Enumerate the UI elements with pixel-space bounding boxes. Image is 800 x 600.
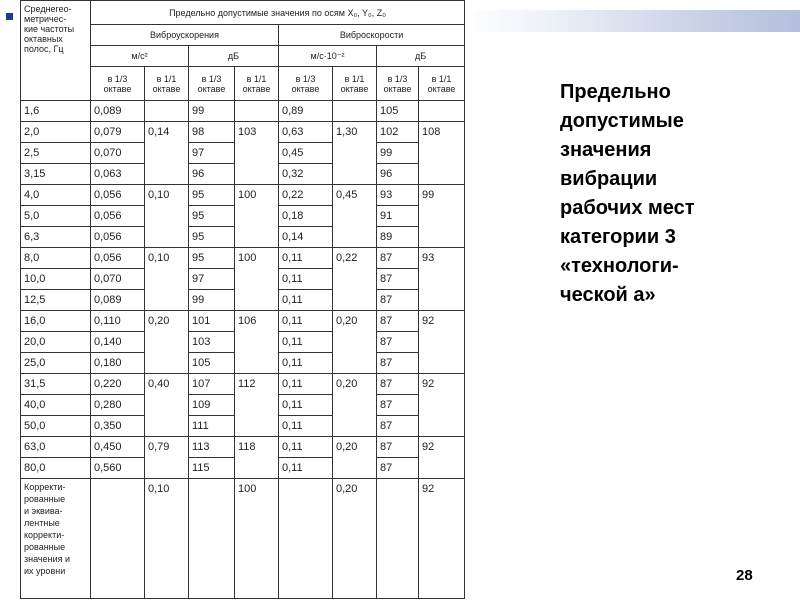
- frequency-cell: 40,0: [21, 395, 91, 416]
- velocity-db-third-octave-cell: 87: [377, 395, 419, 416]
- velocity-db-octave-cell: [419, 206, 465, 227]
- table-row: [21, 311, 465, 332]
- accel-db-octave-cell: 100: [235, 185, 279, 206]
- velocity-db-third-octave-cell: 102: [377, 122, 419, 143]
- table-row: [21, 269, 465, 290]
- velocity-octave-cell: [333, 227, 377, 248]
- table-row: [21, 227, 465, 248]
- accel-third-octave-cell: 0,056: [91, 248, 145, 269]
- table-row: [21, 395, 465, 416]
- unit-db-velocity: дБ: [377, 46, 465, 67]
- accel-db-octave-cell: [235, 290, 279, 311]
- accel-octave-cell: [145, 227, 189, 248]
- accel-third-octave-cell: 0,350: [91, 416, 145, 437]
- table-row: [21, 374, 465, 395]
- accel-octave-cell: [145, 353, 189, 374]
- velocity-octave-cell: 0,20: [333, 437, 377, 458]
- footer-label: Корректи- рованные и эквива- лентные корректи- рованные значения и их уровни: [21, 479, 91, 599]
- velocity-third-octave-cell: 0,11: [279, 290, 333, 311]
- velocity-db-octave-cell: [419, 416, 465, 437]
- frequency-cell: 3,15: [21, 164, 91, 185]
- frequency-cell: 80,0: [21, 458, 91, 479]
- accel-db-octave-cell: 106: [235, 311, 279, 332]
- accel-db-third-octave-cell: 95: [189, 248, 235, 269]
- accel-db-octave-cell: [235, 458, 279, 479]
- accel-db-octave-cell: [235, 332, 279, 353]
- velocity-octave-cell: 0,20: [333, 374, 377, 395]
- accel-db-third-octave-cell: 95: [189, 185, 235, 206]
- sub-header-third-octave: в 1/3 октаве: [189, 67, 235, 101]
- velocity-db-octave-cell: [419, 269, 465, 290]
- velocity-third-octave-cell: 0,11: [279, 269, 333, 290]
- accel-octave-cell: 0,79: [145, 437, 189, 458]
- accel-octave-cell: [145, 458, 189, 479]
- velocity-db-octave-cell: 92: [419, 311, 465, 332]
- accel-db-third-octave-cell: 101: [189, 311, 235, 332]
- frequency-cell: 20,0: [21, 332, 91, 353]
- velocity-octave-cell: [333, 395, 377, 416]
- velocity-octave-cell: [333, 164, 377, 185]
- accel-third-octave-cell: 0,056: [91, 185, 145, 206]
- sub-header-octave: в 1/1 октаве: [419, 67, 465, 101]
- frequency-cell: 16,0: [21, 311, 91, 332]
- accel-octave-cell: [145, 290, 189, 311]
- velocity-third-octave-cell: 0,11: [279, 374, 333, 395]
- norms-table: [20, 0, 465, 599]
- velocity-db-octave-cell: [419, 395, 465, 416]
- frequency-cell: 5,0: [21, 206, 91, 227]
- accel-third-octave-cell: 0,180: [91, 353, 145, 374]
- acceleration-group-header: Виброускорения: [91, 25, 279, 46]
- accel-db-octave-cell: [235, 101, 279, 122]
- velocity-octave-cell: 0,22: [333, 248, 377, 269]
- accel-third-octave-cell: 0,079: [91, 122, 145, 143]
- frequency-cell: 10,0: [21, 269, 91, 290]
- velocity-db-third-octave-cell: 93: [377, 185, 419, 206]
- table-row: [21, 101, 465, 122]
- velocity-octave-cell: [333, 416, 377, 437]
- velocity-group-header: Виброскорости: [279, 25, 465, 46]
- velocity-db-third-octave-cell: 87: [377, 248, 419, 269]
- table-row: [21, 143, 465, 164]
- velocity-db-octave-cell: [419, 164, 465, 185]
- velocity-third-octave-cell: 0,63: [279, 122, 333, 143]
- accel-third-octave-cell: 0,089: [91, 101, 145, 122]
- velocity-db-third-octave-cell: 96: [377, 164, 419, 185]
- frequency-column-header: Среднегео- метричес- кие частоты октавных полос, Гц: [21, 1, 91, 101]
- accel-db-octave-cell: [235, 395, 279, 416]
- velocity-octave-cell: 0,20: [333, 311, 377, 332]
- accel-db-third-octave-cell: 96: [189, 164, 235, 185]
- accel-db-octave-cell: [235, 416, 279, 437]
- accel-octave-cell: 0,10: [145, 479, 189, 599]
- velocity-db-octave-cell: 92: [419, 479, 465, 599]
- velocity-db-octave-cell: 92: [419, 437, 465, 458]
- main-header: Предельно допустимые значения по осям X₀, Y₀, Z₀: [91, 1, 465, 25]
- velocity-db-octave-cell: [419, 101, 465, 122]
- accel-db-octave-cell: [235, 353, 279, 374]
- velocity-db-third-octave-cell: 87: [377, 437, 419, 458]
- accel-third-octave-cell: 0,140: [91, 332, 145, 353]
- accel-db-octave-cell: [235, 143, 279, 164]
- table-row: [21, 248, 465, 269]
- frequency-cell: 31,5: [21, 374, 91, 395]
- accel-octave-cell: [145, 416, 189, 437]
- table-row: [21, 332, 465, 353]
- accel-db-octave-cell: 103: [235, 122, 279, 143]
- velocity-db-octave-cell: 92: [419, 374, 465, 395]
- velocity-octave-cell: [333, 332, 377, 353]
- velocity-octave-cell: [333, 353, 377, 374]
- frequency-cell: 8,0: [21, 248, 91, 269]
- velocity-third-octave-cell: 0,11: [279, 353, 333, 374]
- sub-header-octave: в 1/1 октаве: [333, 67, 377, 101]
- frequency-cell: 63,0: [21, 437, 91, 458]
- accel-db-octave-cell: 112: [235, 374, 279, 395]
- velocity-third-octave-cell: [279, 479, 333, 599]
- velocity-third-octave-cell: 0,89: [279, 101, 333, 122]
- accel-db-third-octave-cell: 99: [189, 101, 235, 122]
- frequency-cell: 2,0: [21, 122, 91, 143]
- accel-db-third-octave-cell: 107: [189, 374, 235, 395]
- velocity-db-third-octave-cell: 87: [377, 311, 419, 332]
- velocity-third-octave-cell: 0,11: [279, 458, 333, 479]
- sub-header-third-octave: в 1/3 октаве: [377, 67, 419, 101]
- page-number: 28: [736, 567, 753, 584]
- bullet-marker: [6, 13, 13, 20]
- accel-db-third-octave-cell: 95: [189, 227, 235, 248]
- accel-third-octave-cell: 0,070: [91, 269, 145, 290]
- accel-db-third-octave-cell: 97: [189, 143, 235, 164]
- frequency-cell: 50,0: [21, 416, 91, 437]
- velocity-octave-cell: [333, 206, 377, 227]
- accel-db-third-octave-cell: 95: [189, 206, 235, 227]
- accel-db-octave-cell: 100: [235, 248, 279, 269]
- accel-octave-cell: 0,14: [145, 122, 189, 143]
- velocity-db-octave-cell: [419, 227, 465, 248]
- sub-header-third-octave: в 1/3 октаве: [91, 67, 145, 101]
- velocity-db-octave-cell: [419, 353, 465, 374]
- velocity-octave-cell: 1,30: [333, 122, 377, 143]
- velocity-db-octave-cell: [419, 458, 465, 479]
- accel-octave-cell: [145, 143, 189, 164]
- velocity-db-third-octave-cell: 89: [377, 227, 419, 248]
- accel-octave-cell: 0,20: [145, 311, 189, 332]
- accel-octave-cell: [145, 164, 189, 185]
- table-row: [21, 416, 465, 437]
- velocity-octave-cell: 0,20: [333, 479, 377, 599]
- velocity-db-third-octave-cell: 87: [377, 290, 419, 311]
- accel-octave-cell: 0,40: [145, 374, 189, 395]
- accel-octave-cell: [145, 332, 189, 353]
- frequency-cell: 6,3: [21, 227, 91, 248]
- accel-third-octave-cell: 0,450: [91, 437, 145, 458]
- unit-acceleration: м/с²: [91, 46, 189, 67]
- accel-db-third-octave-cell: 97: [189, 269, 235, 290]
- accel-octave-cell: [145, 269, 189, 290]
- unit-velocity: м/с·10⁻²: [279, 46, 377, 67]
- accel-db-third-octave-cell: 115: [189, 458, 235, 479]
- velocity-db-octave-cell: 108: [419, 122, 465, 143]
- frequency-cell: 1,6: [21, 101, 91, 122]
- velocity-db-third-octave-cell: [377, 479, 419, 599]
- frequency-cell: 12,5: [21, 290, 91, 311]
- accel-db-third-octave-cell: 98: [189, 122, 235, 143]
- sub-header-octave: в 1/1 октаве: [145, 67, 189, 101]
- velocity-third-octave-cell: 0,11: [279, 311, 333, 332]
- accel-db-third-octave-cell: 113: [189, 437, 235, 458]
- velocity-third-octave-cell: 0,11: [279, 416, 333, 437]
- velocity-third-octave-cell: 0,11: [279, 395, 333, 416]
- accel-octave-cell: [145, 395, 189, 416]
- accel-third-octave-cell: 0,056: [91, 206, 145, 227]
- velocity-db-octave-cell: [419, 332, 465, 353]
- velocity-db-third-octave-cell: 105: [377, 101, 419, 122]
- accel-db-third-octave-cell: [189, 479, 235, 599]
- velocity-db-octave-cell: 99: [419, 185, 465, 206]
- accel-third-octave-cell: 0,063: [91, 164, 145, 185]
- accel-db-third-octave-cell: 105: [189, 353, 235, 374]
- frequency-cell: 4,0: [21, 185, 91, 206]
- velocity-db-third-octave-cell: 91: [377, 206, 419, 227]
- accel-octave-cell: [145, 206, 189, 227]
- table-row: [21, 164, 465, 185]
- velocity-third-octave-cell: 0,45: [279, 143, 333, 164]
- accel-third-octave-cell: 0,220: [91, 374, 145, 395]
- accel-db-octave-cell: 100: [235, 479, 279, 599]
- frequency-cell: 2,5: [21, 143, 91, 164]
- accel-db-octave-cell: [235, 206, 279, 227]
- sub-header-third-octave: в 1/3 октаве: [279, 67, 333, 101]
- velocity-third-octave-cell: 0,22: [279, 185, 333, 206]
- table-row: [21, 185, 465, 206]
- velocity-db-third-octave-cell: 87: [377, 332, 419, 353]
- velocity-db-third-octave-cell: 99: [377, 143, 419, 164]
- accel-third-octave-cell: 0,089: [91, 290, 145, 311]
- accel-db-third-octave-cell: 103: [189, 332, 235, 353]
- accel-third-octave-cell: 0,110: [91, 311, 145, 332]
- accel-octave-cell: 0,10: [145, 248, 189, 269]
- velocity-db-octave-cell: [419, 143, 465, 164]
- table-row: [21, 122, 465, 143]
- norms-table-image: [20, 0, 464, 600]
- velocity-db-third-octave-cell: 87: [377, 353, 419, 374]
- table-row: [21, 353, 465, 374]
- accel-db-octave-cell: [235, 269, 279, 290]
- unit-db-acceleration: дБ: [189, 46, 279, 67]
- velocity-octave-cell: [333, 101, 377, 122]
- velocity-db-octave-cell: 93: [419, 248, 465, 269]
- frequency-cell: 25,0: [21, 353, 91, 374]
- velocity-third-octave-cell: 0,11: [279, 248, 333, 269]
- velocity-db-octave-cell: [419, 290, 465, 311]
- accel-third-octave-cell: 0,560: [91, 458, 145, 479]
- accel-db-third-octave-cell: 111: [189, 416, 235, 437]
- accel-db-octave-cell: [235, 227, 279, 248]
- velocity-db-third-octave-cell: 87: [377, 269, 419, 290]
- slide-title: Предельно допустимые значения вибрации рабочих мест категории 3 «технологи- ческой а»: [560, 81, 695, 306]
- accel-db-third-octave-cell: 109: [189, 395, 235, 416]
- accel-db-octave-cell: [235, 164, 279, 185]
- velocity-octave-cell: 0,45: [333, 185, 377, 206]
- accel-third-octave-cell: 0,070: [91, 143, 145, 164]
- velocity-octave-cell: [333, 458, 377, 479]
- velocity-db-third-octave-cell: 87: [377, 416, 419, 437]
- accel-third-octave-cell: [91, 479, 145, 599]
- accel-octave-cell: 0,10: [145, 185, 189, 206]
- velocity-third-octave-cell: 0,11: [279, 437, 333, 458]
- table-row: [21, 206, 465, 227]
- header-decor-bar: [464, 10, 800, 32]
- velocity-third-octave-cell: 0,11: [279, 332, 333, 353]
- velocity-db-third-octave-cell: 87: [377, 374, 419, 395]
- accel-octave-cell: [145, 101, 189, 122]
- accel-db-third-octave-cell: 99: [189, 290, 235, 311]
- table-row: [21, 437, 465, 458]
- velocity-octave-cell: [333, 143, 377, 164]
- velocity-third-octave-cell: 0,14: [279, 227, 333, 248]
- velocity-third-octave-cell: 0,32: [279, 164, 333, 185]
- sub-header-octave: в 1/1 октаве: [235, 67, 279, 101]
- table-footer-row: [21, 479, 465, 599]
- table-row: [21, 458, 465, 479]
- accel-third-octave-cell: 0,280: [91, 395, 145, 416]
- accel-third-octave-cell: 0,056: [91, 227, 145, 248]
- velocity-octave-cell: [333, 290, 377, 311]
- velocity-octave-cell: [333, 269, 377, 290]
- velocity-third-octave-cell: 0,18: [279, 206, 333, 227]
- accel-db-octave-cell: 118: [235, 437, 279, 458]
- table-row: [21, 290, 465, 311]
- velocity-db-third-octave-cell: 87: [377, 458, 419, 479]
